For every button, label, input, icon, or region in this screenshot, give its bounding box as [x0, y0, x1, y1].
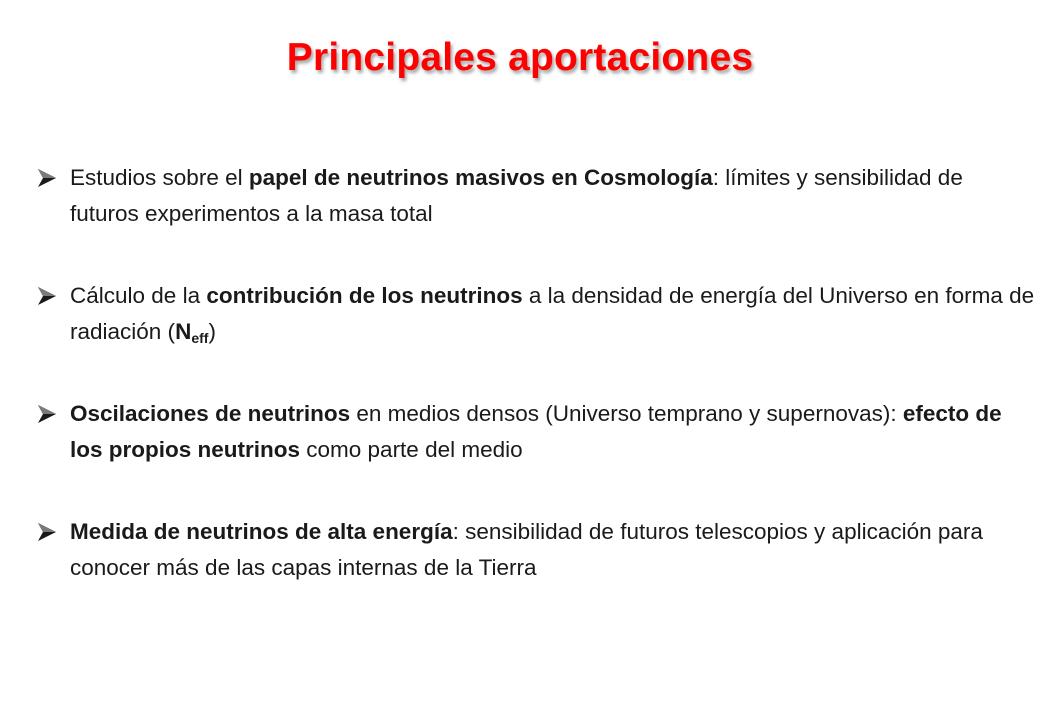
slide-title: Principales aportaciones: [286, 36, 754, 79]
bullet-text: : límites y sensibilidad de futuros experimentos a la masa total: [70, 165, 963, 226]
arrow-bullet-icon: [36, 285, 58, 307]
bullet-item: [36, 278, 1036, 350]
bullet-item: [36, 160, 1036, 232]
arrow-bullet-icon: [36, 167, 58, 189]
bullet-text: en medios densos (Universo temprano y supernovas):: [350, 401, 903, 426]
bullet-text-bold: N: [175, 319, 192, 344]
bullet-item: [36, 396, 1036, 468]
bullet-text-bold: efecto de los propios neutrinos: [70, 401, 1002, 462]
bullet-list: [36, 160, 1036, 632]
bullet-text-bold: Oscilaciones de neutrinos: [70, 401, 351, 426]
bullet-text-bold: papel de neutrinos masivos en Cosmología: [248, 165, 713, 190]
bullet-text-bold: Medida de neutrinos de alta energía: [70, 519, 453, 544]
bullet-text: : sensibilidad de futuros telescopios y aplicación para conocer más de las capas internas de la Tierra: [70, 519, 983, 580]
bullet-text: como parte del medio: [300, 437, 523, 462]
bullet-text: ): [208, 319, 216, 344]
bullet-text: Cálculo de la: [70, 283, 207, 308]
bullet-item: [36, 514, 1036, 586]
arrow-bullet-icon: [36, 521, 58, 543]
bullet-text-bold: eff: [191, 330, 209, 346]
bullet-text: Estudios sobre el: [70, 165, 249, 190]
bullet-text-bold: contribución de los neutrinos: [206, 283, 523, 308]
bullet-text: a la densidad de energía del Universo en forma de radiación (: [70, 283, 1035, 344]
arrow-bullet-icon: [36, 403, 58, 425]
